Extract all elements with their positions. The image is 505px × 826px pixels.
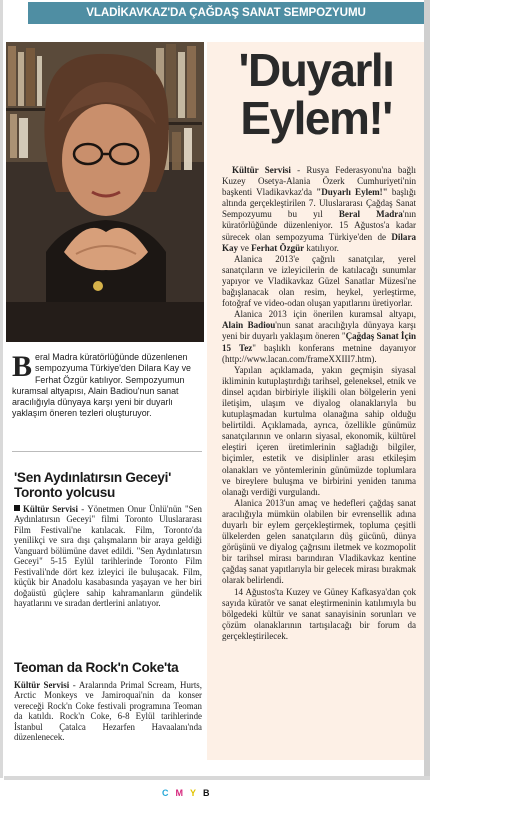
main-paragraph-5: Alanica 2013'un amaç ve hedefleri çağdaş sanat aracılığıyla mümkün olabilen bir evrensellik adına duyarlı bir eylem gerçekleştirmek, topluma çeşitli ülkelerden gelen sanatçıların düş gücünü, dünya görüşünü ve diyalog çağrısını iletmek ve kozmopolit bir tarihsel mirası barındıran Vladikavkaz kentine çağdaş sanat yapıtlarıyla bir gelecek mirası bırakmak olarak belirlendi. <box>222 497 416 586</box>
portrait-photo-illustration <box>6 42 204 342</box>
main-article-lead: Kültür Servisi <box>232 165 291 175</box>
article2-title: 'Sen Aydınlatırsın Geceyi' Toronto yolcusu <box>14 470 172 500</box>
p3-text-c: 'nun sanat aracılığıyla dünyaya karşı yeni bir duyarlı yaklaşım öneren " <box>222 320 416 342</box>
registration-mark-y: Y <box>190 788 204 798</box>
main-paragraph-6: 14 Ağustos'ta Kuzey ve Güney Kafkasya'dan çok sayıda küratör ve sanat eleştirmeninin katılımıyla bu bölgedeki kültür ve sanat sanayisinin sorunları ve çözüm olanaklarının tartışılacağı bir forum da gerçekleştirilecek. <box>222 586 416 641</box>
section-banner: VLADİKAVKAZ'DA ÇAĞDAŞ SANAT SEMPOZYUMU <box>28 2 424 24</box>
caption-text: eral Madra küratörlüğünde düzenlenen sempozyuma Türkiye'den Dilara Kay ve Ferhat Özgür katılıyor. Sempozyumun kuramsal altyapısı, Alain Badiou'nun sanat aracılığıyla dünyaya karşı yeni bir duyarlı yaklaşım öneren tezleri oluşturuyor. <box>12 352 191 419</box>
main-paragraph-4: Yapılan açıklamada, yakın geçmişin siyasal ikliminin kutuplaştırdığı tarihsel, geleneksel, etnik ve dinsel açıdan birbiriyle ilişkili olan bölgelerin yeni iletişim, ulaşım ve diyalog olanaklarıyla bu kutuplaşmadan kurtulma olanağına sahip olduğu belirtildi. Açıklamada, ayrıca, özellikle günümüz sanatçılarının ve onların siyasal, ekonomik, kültürel eleştiri içeren üretimlerinin sağladığı bilgiler, biçimler, estetik ve disiplinler arası etkileşim olanakları ve yöntemlerinin günümüzde toplumlara ve bireylere buluşma ve birbirini yeniden tanıma olanağı verdiği vurgulandı. <box>222 364 416 497</box>
p1-artist2-bold: Ferhat Özgür <box>251 242 305 253</box>
p1-text-a: - Rusya Federasyonu'na bağlı Kuzey Osetya-Alania Özerk Cumhuriyeti'nin başkenti Vladikavkaz'da <box>222 165 417 198</box>
article3-body <box>14 680 202 743</box>
registration-mark-m: M <box>175 788 190 798</box>
p1-artist1-bold: Dilara Kay <box>222 231 416 253</box>
article3-title: Teoman da Rock'n Coke'ta <box>14 660 179 675</box>
article2-body <box>14 504 202 609</box>
main-paragraph-3 <box>222 309 416 364</box>
p3-text-e: " başlıklı konferans metnine dayanıyor (http://www.lacan.com/frameXXIII7.htm). <box>222 342 416 364</box>
p1-text-c: başlığı altında gerçekleştirilen 7. Uluslararası Çağdaş Sanat Sempozyumu bu yıl <box>222 187 416 220</box>
p1-text-i: katılıyor. <box>304 242 339 253</box>
registration-mark-b: B <box>203 788 217 798</box>
color-registration-marks <box>162 788 217 798</box>
p1-title-bold: "Duyarlı Eylem!" <box>316 187 388 198</box>
headline-line-1: 'Duyarlı <box>238 44 394 96</box>
p3-lecture-bold: Çağdaş Sanat İçin 15 Tez <box>222 331 416 353</box>
p1-text-g: ve <box>238 242 252 253</box>
headline-line-2: Eylem!' <box>240 92 392 144</box>
p3-author-bold: Alain Badiou <box>222 320 276 331</box>
p1-text-e: 'nın küratörlüğünde düzenleniyor. 15 Ağustos'a kadar sürecek olan sempozyuma Türkiye'den de <box>222 209 417 242</box>
main-article-body <box>222 165 416 642</box>
caption-drop-cap: B <box>12 350 33 383</box>
article3-lead: Kültür Servisi <box>14 680 70 690</box>
article2-lead: Kültür Servisi <box>23 504 78 514</box>
registration-mark-c: C <box>162 788 176 798</box>
page-shadow-right <box>424 0 430 778</box>
main-headline <box>212 46 420 142</box>
p3-text-a: Alanica 2013 için önerilen kuramsal altyapı, <box>234 309 416 320</box>
p1-curator-bold: Beral Madra <box>338 209 403 220</box>
main-paragraph-1 <box>222 165 416 254</box>
page-edge <box>0 0 3 778</box>
portrait-photo <box>6 42 204 342</box>
column-divider <box>12 451 202 452</box>
article2-text: - Yönetmen Onur Ünlü'nün "Sen Aydınlatırsın Geceyi" filmi Toronto Uluslararası Film Festivali'ne katılacak. Film, Toronto'da yenilikçi ve sıra dışı çalışmaların bir araya geldiği Vanguard bölümüne davet edildi. "Sen Aydınlatırsın Geceyi" 5-15 Eylül tarihlerinde Toronto Film Festivali'nde dört kez izleyici ile buluşacak. Film, küçük bir Anadolu kasabasında yaşayan ve her biri doğaüstü güçlere sahip kahramanların gündelik hayatlarını ve sıradan dertlerini anlatıyor. <box>14 504 202 609</box>
main-paragraph-2: Alanica 2013'e çağrılı sanatçılar, yerel sanatçıların ve izleyicilerin de katılacağı sunumlar yapıyor ve Vladikavkaz Güzel Sanatlar Müzesi'ne bağışlanacak olan resim, heykel, yerleştirme, fotoğraf ve video-odan oluşan yapıtlarını üretiyorlar. <box>222 253 416 309</box>
bullet-square-icon <box>14 505 20 511</box>
article3-text: - Aralarında Primal Scream, Hurts, Arctic Monkeys ve Jamiroquai'nin da konser vereceği Rock'n Coke festivali programına Teoman da katıldı. Rock'n Coke, 6-8 Eylül tarihlerinde İstanbul Çatalca Hezarfen Havaalanı'nda düzenlenecek. <box>14 680 202 743</box>
page-shadow-bottom <box>4 776 430 780</box>
photo-caption <box>12 352 202 420</box>
